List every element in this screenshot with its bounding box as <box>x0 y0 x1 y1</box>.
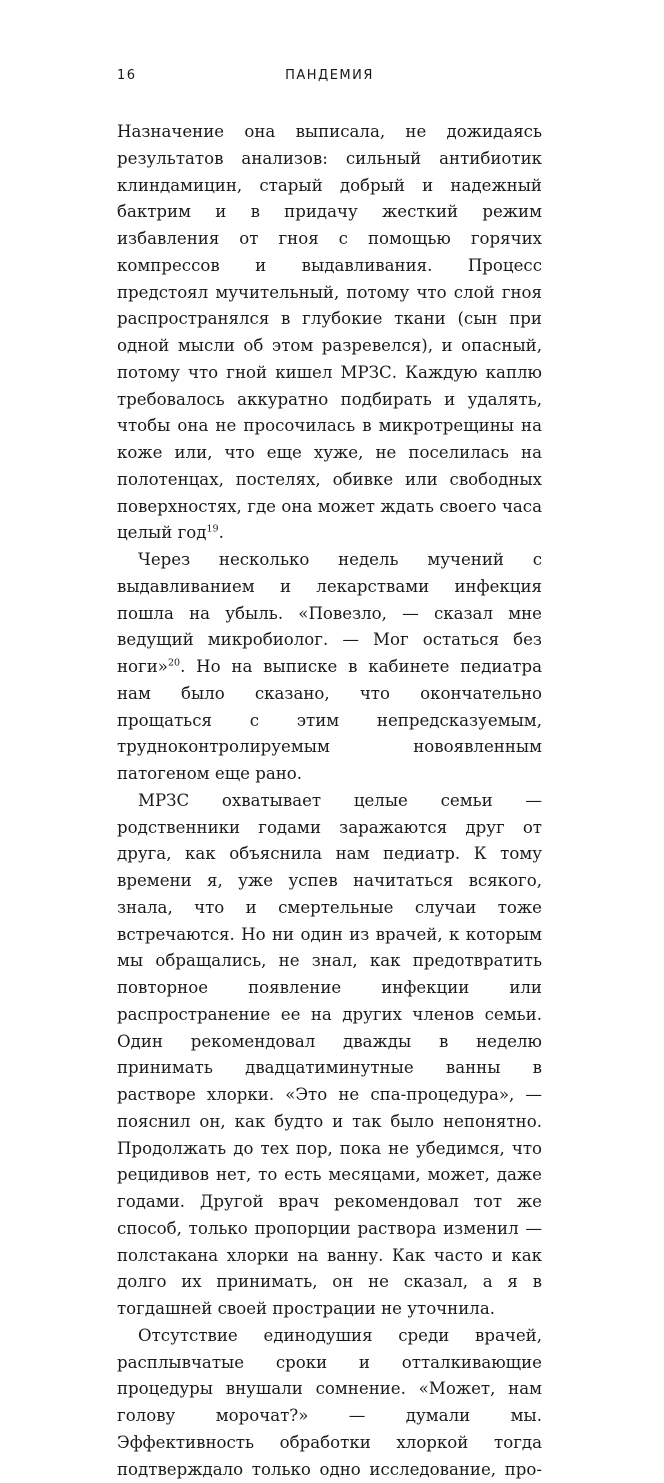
paragraph-1 <box>117 119 542 547</box>
paragraph-1-tail: . <box>218 523 224 543</box>
paragraph-3 <box>117 788 542 1323</box>
page-number: 16 <box>117 68 137 83</box>
paragraph-2-text-a: Через несколько недель мучений с выдавливанием и лекарствами инфекция пошла на убыль. «Повезло, — сказал мне ведущий микробиолог. — Мог остаться без ноги» <box>117 550 542 676</box>
paragraph-2 <box>117 547 542 788</box>
paragraph-4 <box>117 1323 542 1483</box>
footnote-ref-19[interactable]: 19 <box>206 523 219 535</box>
paragraph-1-text: Назначение она выписала, не дожидаясь результатов анализов: сильный антибиотик клиндамицин, старый добрый и надежный бактрим и в придачу жесткий режим избавления от гноя с помощью горячих компрессов и выдавливания. Процесс предстоял мучительный, потому что слой гноя распространялся в глубокие ткани (сын при одной мысли об этом разревелся), и опасный, потому что гной кишел МРЗС. Каждую каплю требовалось аккуратно подбирать и удалять, чтобы она не просочилась в микротрещины на коже или, что еще хуже, не поселилась на полотенцах, постелях, обивке или свободных поверхностях, где она может ждать своего часа целый год <box>117 122 542 543</box>
paragraph-4-text: Отсутствие единодушия среди врачей, расплывчатые сроки и отталкивающие процедуры внушали сомнение. «Может, нам голову морочат?» — думали мы. Эффективность обработки хлоркой тогда подтверждало только одно исследование, про- <box>117 1325 542 1479</box>
paragraph-3-text: МРЗС охватывает целые семьи — родственники годами заражаются друг от друга, как объяснила нам педиатр. К тому времени я, уже успев начитаться всякого, знала, что и смертельные случаи тоже встречаются. Но ни один из врачей, к которым мы обращались, не знал, как предотвратить повторное появление инфекции или распространение ее на других членов семьи. Один рекомендовал дважды в неделю принимать двадцатиминутные ванны в растворе хлорки. «Это не спа-процедура», — пояснил он, как будто и так было непонятно. Продолжать до тех пор, пока не убедимся, что рецидивов нет, то есть месяцами, может, даже годами. Другой врач рекомендовал тот же способ, только пропорции раствора изменил — полстакана хлорки на ванну. Как часто и как долго их принимать, он не сказал, а я в тогдашней своей прострации не уточнила. <box>117 790 542 1318</box>
running-title: ПАНДЕМИЯ <box>285 68 374 83</box>
paragraph-2-text-b: . Но на выписке в кабинете педиатра нам было сказано, что окончательно прощаться с этим непредсказуемым, трудноконтролируемым новоявленным патогеном еще рано. <box>117 657 542 783</box>
running-head <box>117 68 542 88</box>
body-text <box>117 119 542 1483</box>
footnote-ref-20[interactable]: 20 <box>167 657 181 669</box>
